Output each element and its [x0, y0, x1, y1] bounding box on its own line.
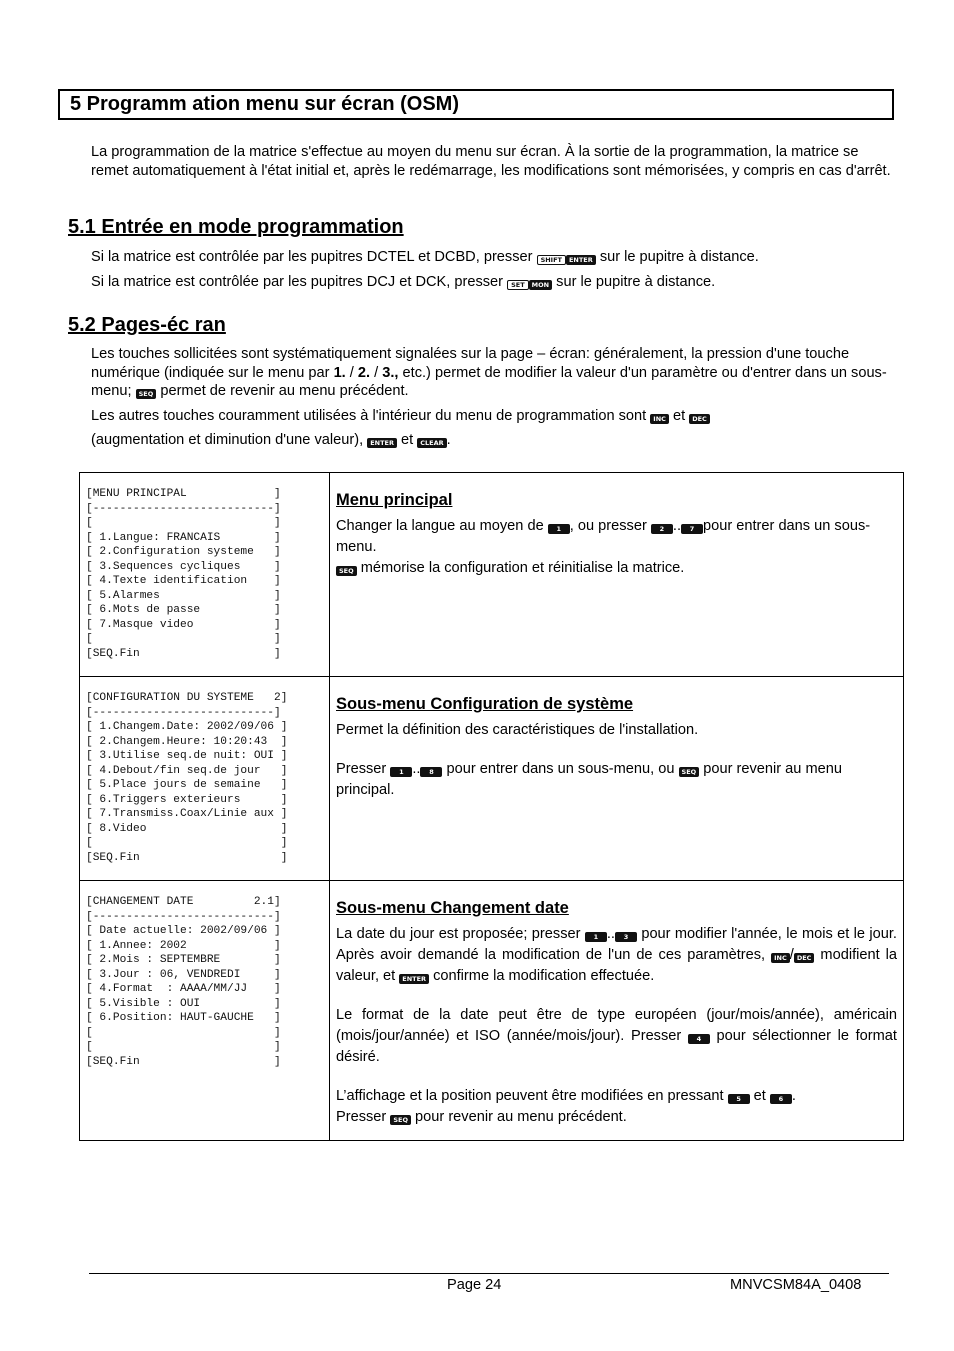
heading-5-2: 5.2 Pages-éc ran [68, 314, 226, 336]
seq-key-icon: SEQ [390, 1115, 411, 1125]
text: Presser [336, 1109, 391, 1125]
text: .. [672, 518, 681, 534]
inc-key-icon: INC [650, 414, 669, 424]
row-paragraph: Permet la définition des caractéristiques de l'installation. [336, 722, 699, 738]
description [330, 881, 903, 1128]
s52-p1-text-2: etc.) permet de modifier la valeur d'un paramètre ou d'entrer dans un sous-menu; [91, 364, 887, 399]
menu-table [79, 472, 904, 1141]
text: , ou presser [569, 518, 651, 534]
dec-key-icon: DEC [794, 953, 815, 963]
s51-line-2 [91, 273, 715, 291]
heading-5-1: 5.1 Entrée en mode programmation [68, 216, 404, 238]
table-row-menu-principal [80, 473, 904, 677]
page-number: Page 24 [447, 1277, 502, 1293]
key-8-icon: 8 [420, 767, 442, 777]
s51-line2-text: Si la matrice est contrôlée par les pupitres DCJ et DCK, presser [91, 274, 504, 290]
enter-key-icon: ENTER [566, 255, 596, 265]
text: pour entrer dans un sous-menu. [336, 518, 871, 555]
text: pour entrer dans un sous-menu, ou [442, 761, 679, 777]
seq-key-icon: SEQ [136, 389, 157, 399]
seq-key-icon: SEQ [336, 566, 357, 576]
key-1-icon: 1 [390, 767, 412, 777]
table-row-changement-date [80, 881, 904, 1141]
screen-cell [80, 677, 330, 881]
s51-line1-text: Si la matrice est contrôlée par les pupitres DCTEL et DCBD, presser [91, 249, 533, 265]
row-title: Sous-menu Changement date [336, 899, 569, 917]
row-paragraph [336, 759, 897, 801]
s52-line-3 [91, 431, 451, 449]
table-row-configuration [80, 677, 904, 881]
description-cell [330, 473, 904, 677]
key-1-icon: 1 [548, 524, 570, 534]
s52-p2-text: Les autres touches couramment utilisées à l'intérieur du menu de programmation sont [91, 408, 647, 424]
text: .. [412, 761, 421, 777]
seq-key-icon: SEQ [679, 767, 700, 777]
footer-divider [89, 1273, 889, 1274]
row-paragraph [336, 558, 897, 579]
key-3-icon: 3 [615, 932, 637, 942]
text: Presser [336, 761, 391, 777]
enter-key-icon: ENTER [399, 974, 429, 984]
s51-line2-end: sur le pupitre à distance. [556, 274, 716, 290]
text: et [749, 1088, 770, 1104]
text: pour modifier l'année, le mois et le jour. Après avoir demandé la modification de l'un de ces paramètres, [336, 926, 897, 963]
s52-p1-sep-2: / [370, 364, 383, 381]
s52-p1-bold-2: 2. [357, 364, 371, 381]
text: modifient la valeur, et [336, 947, 898, 984]
description-cell [330, 677, 904, 881]
text: Changer la langue au moyen de [336, 518, 548, 534]
row-title: Menu principal [336, 491, 453, 509]
key-7-icon: 7 [681, 524, 703, 534]
s52-p2-et: et [672, 408, 686, 424]
dec-key-icon: DEC [689, 414, 710, 424]
s51-line1-end: sur le pupitre à distance. [599, 249, 759, 265]
key-5-icon: 5 [728, 1094, 750, 1104]
row-paragraph [336, 516, 897, 558]
s51-line-1 [91, 248, 759, 266]
row-paragraph [336, 924, 897, 987]
text: . [791, 1088, 796, 1104]
osm-screen: [MENU PRINCIPAL ] [---------------------------] [ ] [ 1.Langue: FRANCAIS ] [ 2.Configuration systeme ] [ 3.Sequences cycliques ] [ 4.Texte identification ] [ 5.Alarmes ] [ 6.Mots de passe ] [ 7.Masque video ] [ ] [SEQ.Fin ] [86, 488, 281, 660]
s52-p3-end: . [446, 432, 451, 448]
row-paragraph [336, 1005, 897, 1068]
description [330, 677, 903, 801]
s52-p1-text-3: permet de revenir au menu précédent. [156, 383, 409, 399]
inc-key-icon: INC [771, 953, 790, 963]
s52-p1-bold-3: 3., [382, 364, 399, 381]
s52-paragraph-1 [91, 345, 891, 401]
text: La date du jour est proposée; presser [336, 926, 585, 942]
key-4-icon: 4 [688, 1034, 710, 1044]
text: pour revenir au menu principal. [336, 761, 842, 798]
text: confirme la modification effectuée. [429, 968, 655, 984]
osm-screen: [CHANGEMENT DATE 2.1] [---------------------------] [ Date actuelle: 2002/09/06 ] [ 1.Annee: 2002 ] [ 2.Mois : SEPTEMBRE ] [ 3.Jour : 06, VENDREDI ] [ 4.Format : AAAA/MM/JJ ] [ 5.Visible : OUI ] [ 6.Position: HAUT-GAUCHE ] [ ] [ ] [SEQ.Fin ] [86, 896, 281, 1068]
section-title: 5 Programm ation menu sur écran (OSM) [70, 93, 459, 115]
s52-p3-text: (augmentation et diminution d'une valeur), [91, 432, 364, 448]
key-6-icon: 6 [770, 1094, 792, 1104]
text: L’affichage et la position peuvent être modifiées en pressant [336, 1088, 728, 1104]
clear-key-icon: CLEAR [417, 438, 446, 448]
text: .. [606, 926, 615, 942]
row-title: Sous-menu Configuration de système [336, 695, 634, 713]
screen-cell [80, 881, 330, 1141]
set-key-icon: SET [507, 280, 529, 290]
s52-p1-text: Les touches sollicitées sont systématiquement signalées sur la page – écran: généralement, la pression d'une touche numérique (indiquée sur le menu par [91, 346, 850, 381]
s52-p3-et: et [401, 432, 414, 448]
row-paragraph [336, 1086, 897, 1107]
row-paragraph [336, 1107, 897, 1128]
key-2-icon: 2 [651, 524, 673, 534]
section-header-box [58, 89, 894, 120]
text: mémorise la configuration et réinitialise la matrice. [356, 560, 685, 576]
description [330, 473, 903, 579]
intro-paragraph: La programmation de la matrice s'effectue au moyen du menu sur écran. À la sortie de la programmation, la matrice se remet automatiquement à l'état initial et, après le redémarrage, les modifications sont mémorisées, y compris en cas d'arrêt. [91, 144, 891, 179]
shift-key-icon: SHIFT [537, 255, 566, 265]
screen-cell [80, 473, 330, 677]
text: / [789, 947, 794, 963]
document-id: MNVCSM84A_0408 [730, 1277, 862, 1293]
key-1-icon: 1 [585, 932, 607, 942]
text: pour sélectionner le format désiré. [336, 1028, 897, 1065]
osm-screen: [CONFIGURATION DU SYSTEME 2] [---------------------------] [ 1.Changem.Date: 2002/09/06 ] [ 2.Changem.Heure: 10:20:43 ] [ 3.Utilise seq.de nuit: OUI ] [ 4.Debout/fin seq.de jour ] [ 5.Place jours de semaine ] [ 6.Triggers exterieurs ] [ 7.Transmiss.Coax/Linie aux ] [ 8.Video ] [ ] [SEQ.Fin ] [86, 692, 288, 864]
mon-key-icon: MON [529, 280, 552, 290]
text: Le format de la date peut être de type européen (jour/mois/année), américain (mois/jour/année) et ISO (année/mois/jour). Presser [336, 1007, 897, 1044]
text: pour revenir au menu précédent. [411, 1109, 627, 1125]
description-cell [330, 881, 904, 1141]
s52-p1-bold-1: 1. [333, 364, 346, 381]
s52-p1-sep-1: / [345, 364, 358, 381]
enter-key-icon: ENTER [367, 438, 397, 448]
s52-line-2 [91, 407, 710, 425]
